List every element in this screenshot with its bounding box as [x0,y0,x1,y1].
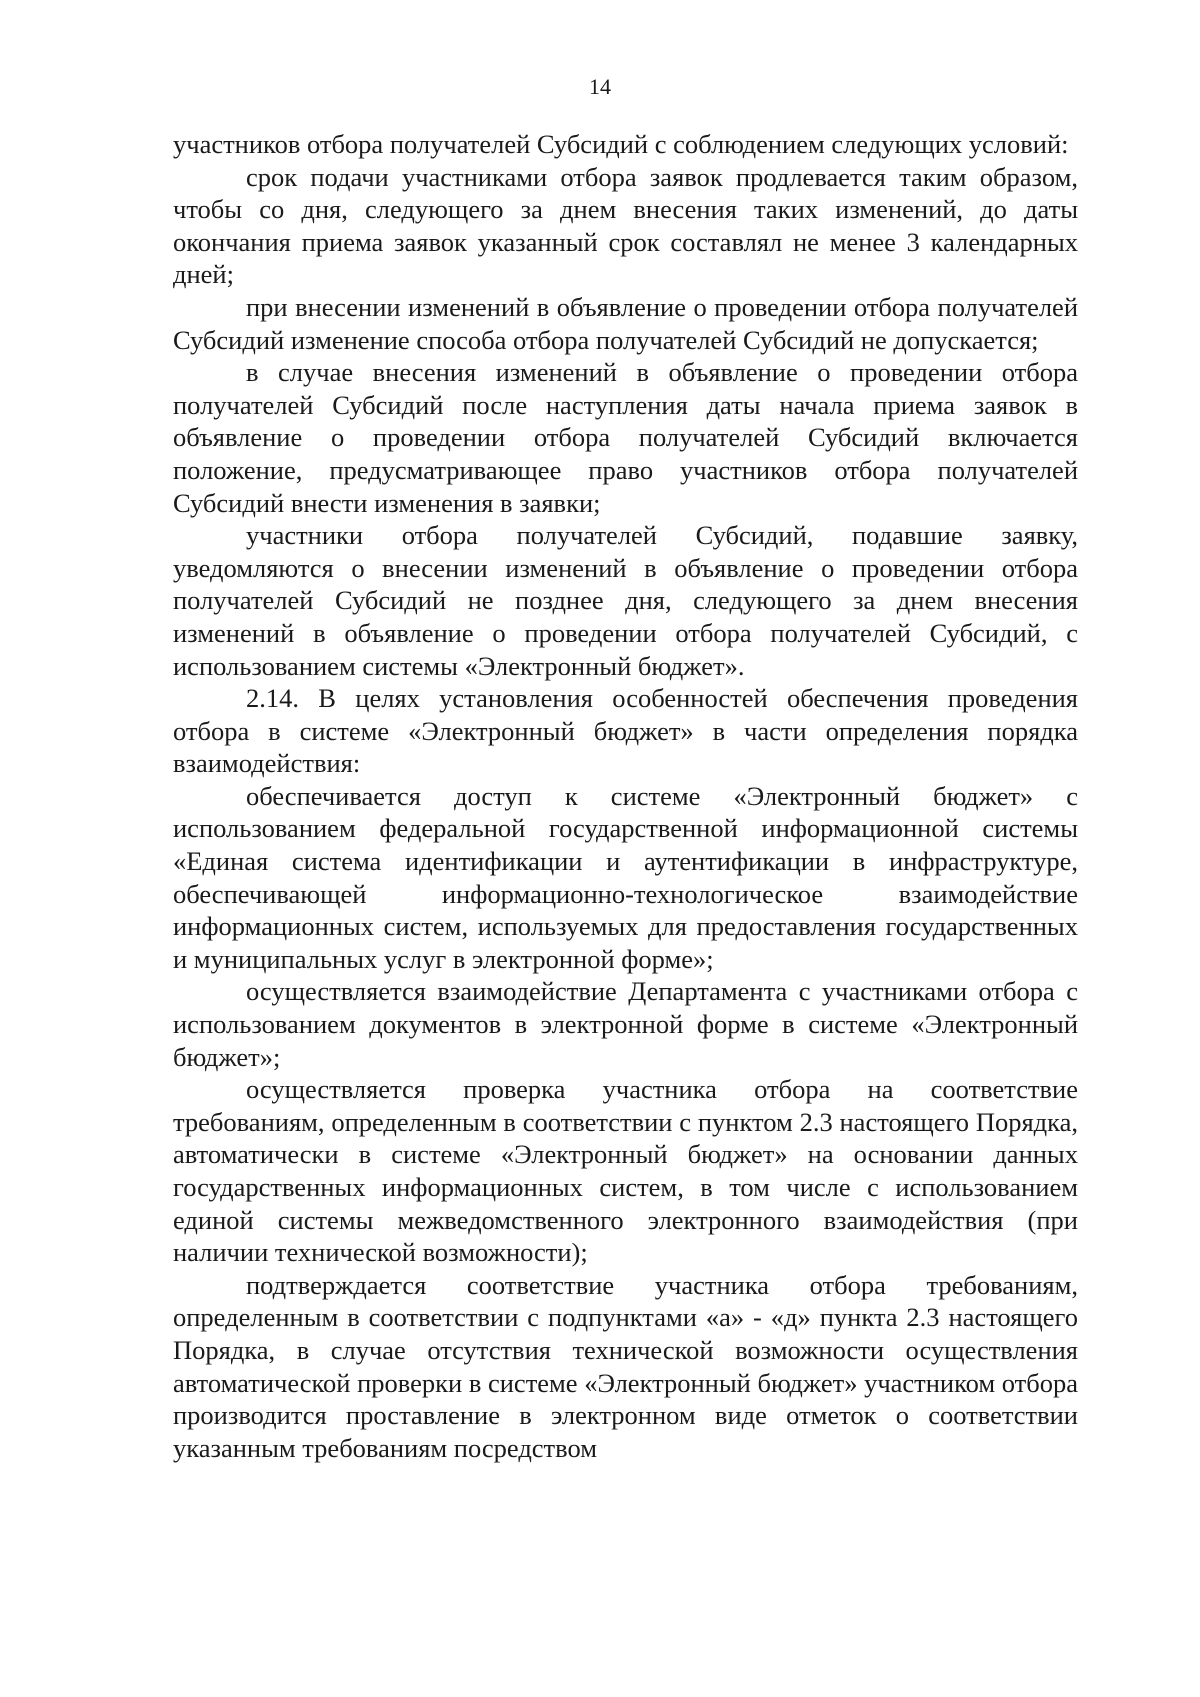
paragraph-section-2-14: 2.14. В целях установления особенностей обеспечения проведения отбора в системе «Электронный бюджет» в части определения порядка взаимодействия: [173,683,1078,779]
paragraph-system-access: обеспечивается доступ к системе «Электронный бюджет» с использованием федеральной государственной информационной системы «Единая система идентификации и аутентификации в инфраструктуре, обеспечивающей информационно-технологическое взаимодействие информационных систем, используемых для предоставления государственных и муниципальных услуг в электронной форме»; [173,780,1078,974]
page-number: 14 [589,74,611,99]
paragraph-continuation: участников отбора получателей Субсидий с соблюдением следующих условий: [173,129,1069,159]
paragraph-automatic-check: осуществляется проверка участника отбора на соответствие требованиям, определенным в соответствии с пунктом 2.3 настоящего Порядка, автоматически в системе «Электронный бюджет» на основании данных государственных информационных систем, в том числе с использованием единой системы межведомственного электронного взаимодействия (при наличии технической возможности); [173,1074,1078,1268]
paragraph-application-changes: в случае внесения изменений в объявление о проведении отбора получателей Субсидий после наступления даты начала приема заявок в объявление о проведении отбора получателей Субсидий включается положение, предусматривающее право участников отбора получателей Субсидий внести изменения в заявки; [173,357,1078,518]
document-body [173,128,1078,1464]
paragraph-participant-notification: участники отбора получателей Субсидий, подавшие заявку, уведомляются о внесении изменений в объявление о проведении отбора получателей Субсидий не позднее дня, следующего за днем внесения изменений в объявление о проведении отбора получателей Субсидий, с использованием системы «Электронный бюджет». [173,520,1078,681]
paragraph-deadline-extension: срок подачи участниками отбора заявок продлевается таким образом, чтобы со дня, следующего за днем внесения таких изменений, до даты окончания приема заявок указанный срок составлял не менее 3 календарных дней; [173,161,1078,290]
paragraph-compliance-confirmation: подтверждается соответствие участника отбора требованиям, определенным в соответствии с подпунктами «а» - «д» пункта 2.3 настоящего Порядка, в случае отсутствия технической возможности осуществления автоматической проверки в системе «Электронный бюджет» участником отбора производится проставление в электронном виде отметок о соответствии указанным требованиям посредством [173,1269,1079,1463]
paragraph-electronic-interaction: осуществляется взаимодействие Департамента с участниками отбора с использованием документов в электронной форме в системе «Электронный бюджет»; [173,976,1078,1072]
paragraph-selection-method: при внесении изменений в объявление о проведении отбора получателей Субсидий изменение способа отбора получателей Субсидий не допускается; [173,291,1078,355]
